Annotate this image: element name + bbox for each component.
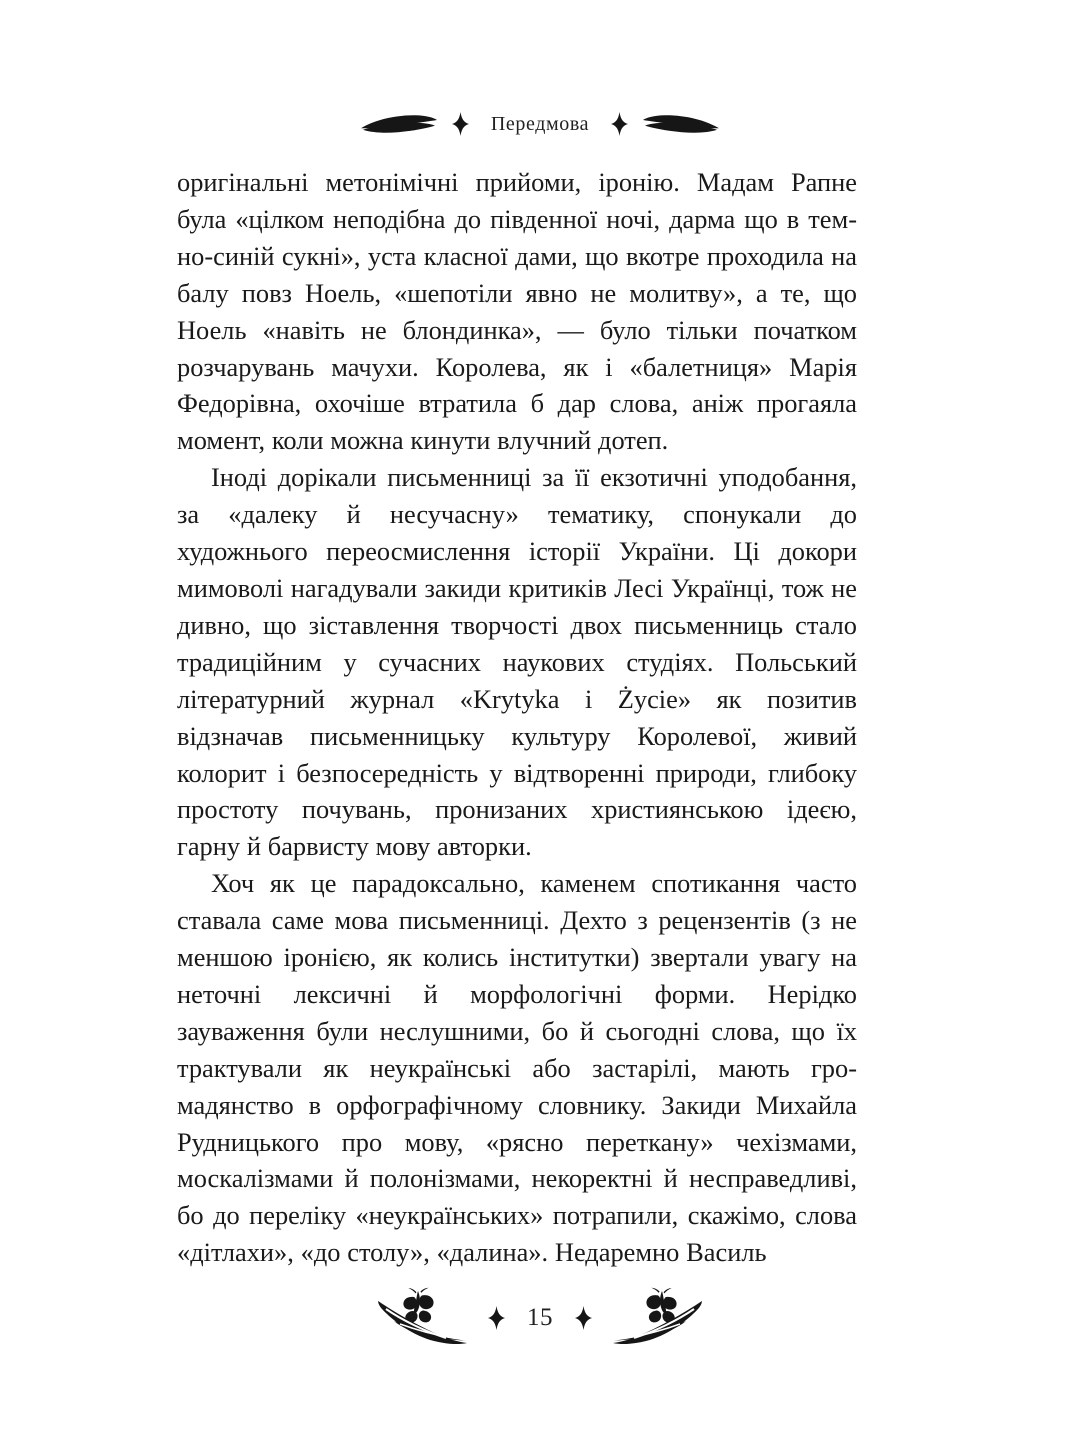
diamond-star-icon [611, 112, 628, 136]
page-footer [0, 1282, 1080, 1354]
flower-leaf-ornament-icon [610, 1287, 706, 1349]
paragraph: Хоч як це парадоксально, каменем спотикання часто ставала саме мова письменниці. Дехто з рецензентів (з не меншою іронією, як колись інститутки) звертали увагу на неточні лексичні й морфологічні форми. Нерідко зауваження були неслушними, бо й сьогодні слова, що їх трактували як неукраїнські або застарілі, мають громадянство в орфографічному словнику. Закиди Михайла Рудницького про мову, «рясно переткану» чехізмами, москалізмами й полонізмами, некоректні й несправедливі, бо до переліку «неукраїнських» потрапили, скажімо, слова «дітлахи», «до столу», «далина». Недаремно Василь [177, 868, 857, 1268]
running-head [0, 104, 1080, 144]
paragraph: Іноді дорікали письменниці за її екзотичні уподобання, за «далеку й несучасну» тематику, спонукали до художнього переосмислення історії України. Ці докори мимоволі нагадували закиди критиків Лесі Українці, тож не дивно, що зіставлення творчості двох письменниць стало традиційним у сучасних наукових студіях. Польський літературний журнал «Krytyka i Życie» як позитив відзначав письменницьку культуру Королевої, живий колорит і безпосередність у відтворенні природи, глибоку простоту почувань, пронизаних християнською ідеєю, гарну й барвисту мову авторки. [177, 462, 857, 862]
body-text-block [177, 164, 857, 1271]
running-head-title: Передмова [490, 112, 590, 135]
page-number: 15 [527, 1304, 553, 1331]
leaf-ornament-icon [360, 113, 438, 135]
diamond-star-icon [575, 1306, 592, 1330]
diamond-star-icon [488, 1306, 505, 1330]
diamond-star-icon [452, 112, 469, 136]
flower-leaf-ornament-icon [374, 1287, 470, 1349]
paragraph: оригінальні метонімічні прийоми, іронію. Мадам Рапне була «цілком неподібна до південної ночі, дарма що в темно-синій сукні», уста класної дами, що вкотре проходила на балу повз Ноель, «шепотіли явно не молитву», а те, що Ноель «навіть не блондинка», — було тільки початком розчарувань мачухи. Королева, як і «балетниця» Марія Федорівна, охочіше втратила б дар слова, аніж прогаяла момент, коли можна кинути влучний дотеп. [177, 167, 857, 456]
leaf-ornament-icon [642, 113, 720, 135]
